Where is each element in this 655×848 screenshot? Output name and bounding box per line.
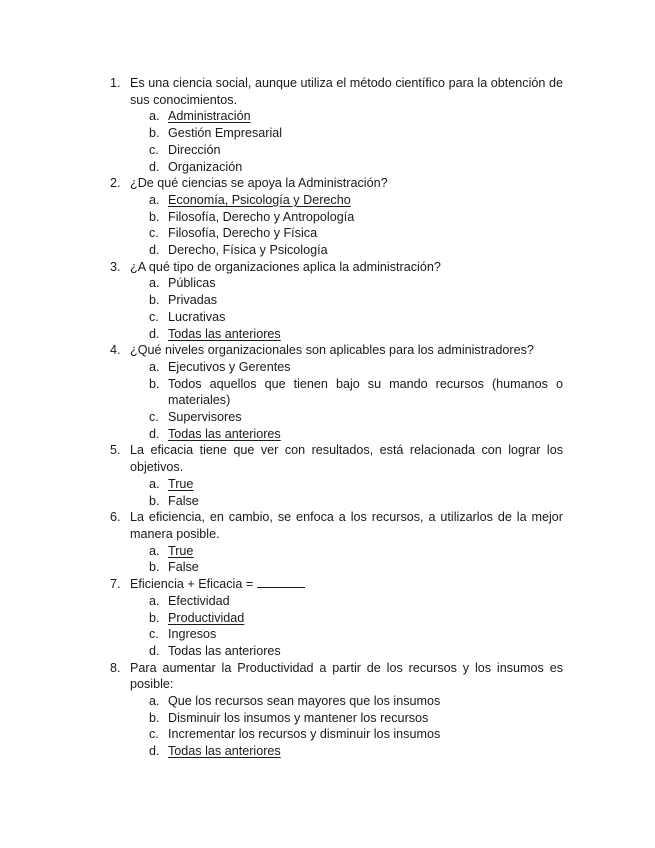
answer-option [0, 543, 563, 560]
option-text: Que los recursos sean mayores que los insumos [168, 694, 441, 709]
option-text-correct: Productividad [168, 610, 245, 625]
question-text: La eficiencia, en cambio, se enfoca a los recursos, a utilizarlos de la mejor manera posible. [130, 510, 563, 541]
question-text: ¿Qué niveles organizacionales son aplicables para los administradores? [130, 343, 534, 358]
answer-option [0, 610, 563, 627]
option-text-correct: Todas las anteriores [168, 426, 281, 441]
answer-option [0, 159, 563, 176]
answer-option [0, 326, 563, 343]
quiz-document [0, 75, 655, 760]
option-text: Lucrativas [168, 309, 226, 324]
answer-option [0, 593, 563, 610]
option-letter: b. [149, 209, 160, 224]
question-text: Para aumentar la Productividad a partir de los recursos y los insumos es posible: [130, 660, 563, 692]
option-text: Ingresos [168, 627, 217, 642]
option-letter: b. [149, 710, 160, 725]
answer-option [0, 409, 563, 426]
option-letter: b. [149, 376, 160, 391]
question-item [0, 175, 563, 192]
option-text-correct: Administración [168, 109, 251, 124]
option-text: Filosofía, Derecho y Física [168, 226, 318, 241]
option-letter: b. [149, 126, 160, 141]
option-text: False [168, 493, 199, 508]
question-text: Es una ciencia social, aunque utiliza el método científico para la obtención de sus conocimientos. [130, 76, 563, 107]
option-letter: a. [149, 694, 160, 709]
option-letter: c. [149, 142, 159, 157]
answer-option [0, 376, 563, 409]
answer-option [0, 209, 563, 226]
answer-option [0, 192, 563, 209]
option-text: Efectividad [168, 593, 230, 608]
option-text: Privadas [168, 293, 217, 308]
question-text: ¿De qué ciencias se apoya la Administración? [130, 176, 388, 191]
option-text: Organización [168, 159, 243, 174]
option-text: Todos aquellos que tienen bajo su mando recursos (humanos o materiales) [168, 376, 563, 408]
question-text: ¿A qué tipo de organizaciones aplica la administración? [130, 259, 441, 274]
answer-option [0, 275, 563, 292]
answer-option [0, 693, 563, 710]
question-number: 6. [110, 510, 121, 525]
answer-option [0, 559, 563, 576]
option-letter: d. [149, 159, 160, 174]
option-text: False [168, 560, 199, 575]
question-number: 7. [110, 577, 121, 592]
option-letter: d. [149, 643, 160, 658]
question-item [0, 259, 563, 276]
question-number: 8. [110, 660, 121, 675]
option-text: Disminuir los insumos y mantener los recursos [168, 710, 429, 725]
answer-option [0, 309, 563, 326]
question-item [0, 342, 563, 359]
option-letter: a. [149, 593, 160, 608]
option-letter: c. [149, 627, 159, 642]
option-letter: b. [149, 293, 160, 308]
answer-option [0, 225, 563, 242]
option-letter: c. [149, 309, 159, 324]
question-item [0, 442, 563, 475]
question-number: 1. [110, 76, 121, 90]
answer-option [0, 359, 563, 376]
option-letter: c. [149, 727, 159, 742]
option-text: Todas las anteriores [168, 643, 281, 658]
option-letter: a. [149, 543, 160, 558]
option-text: Filosofía, Derecho y Antropología [168, 209, 355, 224]
option-text: Ejecutivos y Gerentes [168, 359, 291, 374]
option-text: Derecho, Física y Psicología [168, 243, 328, 258]
answer-option [0, 108, 563, 125]
question-number: 2. [110, 176, 121, 191]
question-number: 3. [110, 259, 121, 274]
option-text: Supervisores [168, 410, 242, 425]
option-text-correct: True [168, 476, 194, 491]
question-number: 4. [110, 343, 121, 358]
answer-option [0, 726, 563, 743]
option-letter: c. [149, 226, 159, 241]
question-text: La eficacia tiene que ver con resultados, está relacionada con lograr los objetivos. [130, 443, 563, 475]
option-letter: b. [149, 560, 160, 575]
answer-option [0, 476, 563, 493]
answer-option [0, 125, 563, 142]
option-text-correct: Todas las anteriores [168, 326, 281, 341]
option-letter: a. [149, 276, 160, 291]
option-letter: d. [149, 744, 160, 759]
option-letter: d. [149, 243, 160, 258]
option-letter: d. [149, 426, 160, 441]
option-letter: a. [149, 359, 160, 374]
option-letter: a. [149, 476, 160, 491]
answer-option [0, 493, 563, 510]
answer-option [0, 426, 563, 443]
answer-option [0, 626, 563, 643]
option-text: Públicas [168, 276, 216, 291]
option-text: Gestión Empresarial [168, 126, 283, 141]
answer-option [0, 643, 563, 660]
option-letter: b. [149, 610, 160, 625]
question-text: Eficiencia + Eficacia = [130, 577, 254, 592]
option-text-correct: Economía, Psicología y Derecho [168, 192, 351, 207]
answer-blank [257, 576, 305, 588]
option-text-correct: True [168, 543, 194, 558]
option-letter: b. [149, 493, 160, 508]
option-text-correct: Todas las anteriores [168, 744, 281, 759]
option-text: Incrementar los recursos y disminuir los insumos [168, 727, 441, 742]
option-letter: c. [149, 410, 159, 425]
question-number: 5. [110, 443, 121, 458]
answer-option [0, 710, 563, 727]
answer-option [0, 142, 563, 159]
answer-option [0, 292, 563, 309]
question-item [0, 660, 563, 693]
option-letter: a. [149, 192, 160, 207]
question-item [0, 576, 563, 593]
question-item [0, 509, 563, 542]
answer-option [0, 242, 563, 259]
option-letter: d. [149, 326, 160, 341]
answer-option [0, 743, 563, 760]
option-text: Dirección [168, 142, 221, 157]
option-letter: a. [149, 109, 160, 124]
question-item [0, 75, 563, 108]
